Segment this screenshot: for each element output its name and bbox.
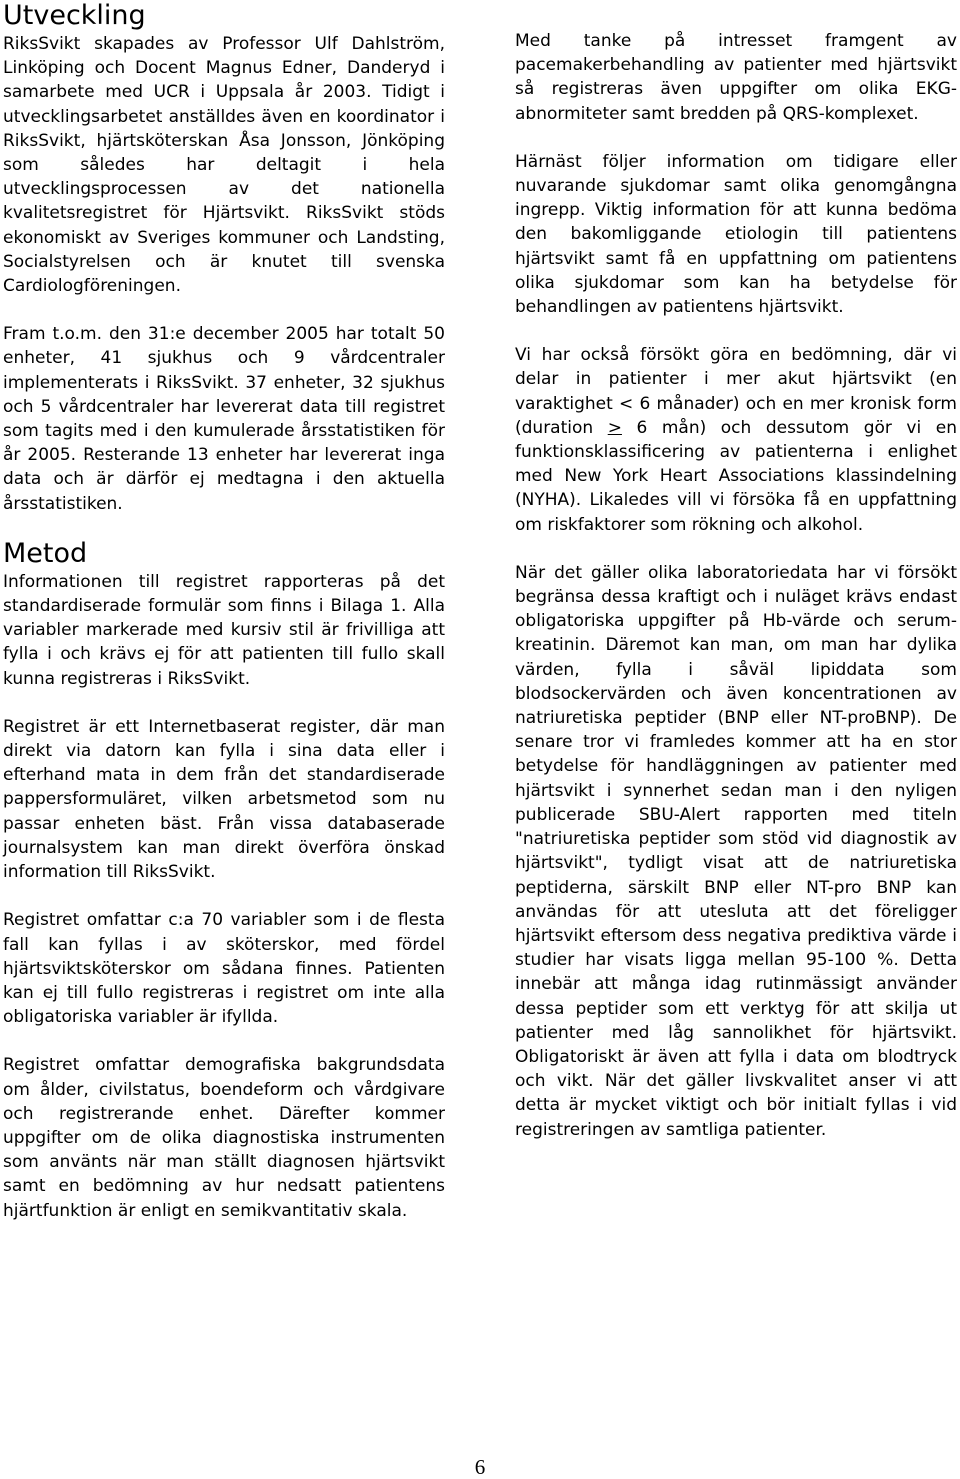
paragraph: Registret omfattar c:a 70 variabler som i de flesta fall kan fyllas i av sköterskor, med fördel hjärtsviktsköterskor om sådana finnes. Patienten kan ej till fullo registreras i registret om inte alla obligatoriska variabler är ifyllda.	[3, 910, 445, 1028]
paragraph: Med tanke på intresset framgent av pacemakerbehandling av patienter med hjärtsvikt så registreras även uppgifter om olika EKG-abnormiteter samt bredden på QRS-komplexet.	[515, 31, 957, 124]
greater-equal-symbol: >	[607, 417, 622, 438]
paragraph: Informationen till registret rapporteras på det standardiserade formulär som finns i Bilaga 1. Alla variabler markerade med kursiv stil är frivilliga att fylla i och krävs ej för att patienten till fullo skall kunna registreras i RiksSvikt.	[3, 571, 445, 689]
paragraph: Fram t.o.m. den 31:e december 2005 har totalt 50 enheter, 41 sjukhus och 9 vårdcentraler implementerats i RiksSvikt. 37 enheter, 32 sjukhus och 5 vårdcentraler har levererat data till registret som tagits med i den kumulerade årsstatistiken för år 2005. Resterande 13 enheter har levererat inga data och är därför ej medtagna i den aktuella årsstatistiken.	[3, 324, 445, 514]
paragraph: Registret är ett Internetbaserat register, där man direkt via datorn kan fylla i sina data eller i efterhand mata in dem från det standardiserade pappersformuläret, vilken arbetsmetod som nu passar enheten bäst. Från vissa databaserade journalsystem kan man direkt överföra önskad information till RiksSvikt.	[3, 716, 445, 883]
paragraph-text: 6 mån) och dessutom gör vi en funktionsklassificering av patienterna i enlighet med New York Heart Associations klassindelning (NYHA). Likaledes vill vi försöka få en uppfattning om riskfaktorer som rökning och alkohol.	[515, 417, 957, 535]
right-column	[515, 0, 957, 1142]
paragraph: När det gäller olika laboratoriedata har vi försökt begränsa dessa kraftigt och i nuläget krävs endast obligatoriska uppgifter på Hb-värde och serum-kreatinin. Däremot kan man, om man har dylika värden, fylla i såväl lipiddata som blodsockervärden och även koncentrationen av natriuretiska peptider (BNP eller NT-proBNP). De senare tror vi framledes kommer att ha en stor betydelse för handläggningen av patienter med hjärtsvikt i synnerhet sedan man i den nyligen publicerade SBU-Alert rapporten med titeln "natriuretiska peptider som stöd vid diagnostik av hjärtsvikt", tydligt visat att de natriuretiska peptiderna, särskilt BNP eller NT-pro BNP kan användas för att utesluta att det föreligger hjärtsvikt eftersom dess negativa prediktiva värde i studier har visats ligga mellan 95-100 %. Detta innebär att många idag rutinmässigt använder dessa peptider som ett verktyg för att skilja ut patienter med låg sannolikhet för hjärtsvikt. Obligatoriskt är även att fylla i data om blodtryck och vikt. När det gäller livskvalitet anser vi att detta är mycket viktigt och bör initialt fyllas i vid registreringen av samtliga patienter.	[515, 562, 957, 1140]
paragraph	[515, 343, 957, 537]
page-number: 6	[474, 1455, 486, 1479]
left-column	[3, 0, 445, 1223]
paragraph-text: Vi har också försökt göra en bedömning, där vi delar in patienter i mer akut hjärtsvikt (en varaktighet < 6 månader) och en mer kronisk form (duration	[515, 345, 957, 438]
section-heading-utveckling: Utveckling	[3, 0, 146, 31]
paragraph: Härnäst följer information om tidigare eller nuvarande sjukdomar samt olika genomgångna ingrepp. Viktig information för att kunna bedöma den bakomliggande etiologin till patientens hjärtsvikt samt få en uppfattning om patientens olika sjukdomar som kan ha betydelse för behandlingen av patientens hjärtsvikt.	[515, 151, 957, 318]
paragraph: Registret omfattar demografiska bakgrundsdata om ålder, civilstatus, boendeform och vårdgivare och registrerande enhet. Därefter kommer uppgifter om de olika diagnostiska instrumenten som använts när man ställt diagnosen hjärtsvikt samt en bedömning av hur nedsatt patientens hjärtfunktion är enligt en semikvantitativ skala.	[3, 1055, 445, 1221]
paragraph: RiksSvikt skapades av Professor Ulf Dahlström, Linköping och Docent Magnus Edner, Danderyd i samarbete med UCR i Uppsala år 2003. Tidigt i utvecklingsarbetet anställdes även en koordinator i RiksSvikt, hjärtsköterskan Åsa Jonsson, Jönköping som således har deltagit i hela utvecklingsprocessen av det nationella kvalitetsregistret för Hjärtsvikt. RiksSvikt stöds ekonomiskt av Sveriges kommuner och Landsting, Socialstyrelsen och är knutet till svenska Cardiologföreningen.	[3, 34, 445, 297]
section-heading-metod: Metod	[3, 537, 88, 569]
